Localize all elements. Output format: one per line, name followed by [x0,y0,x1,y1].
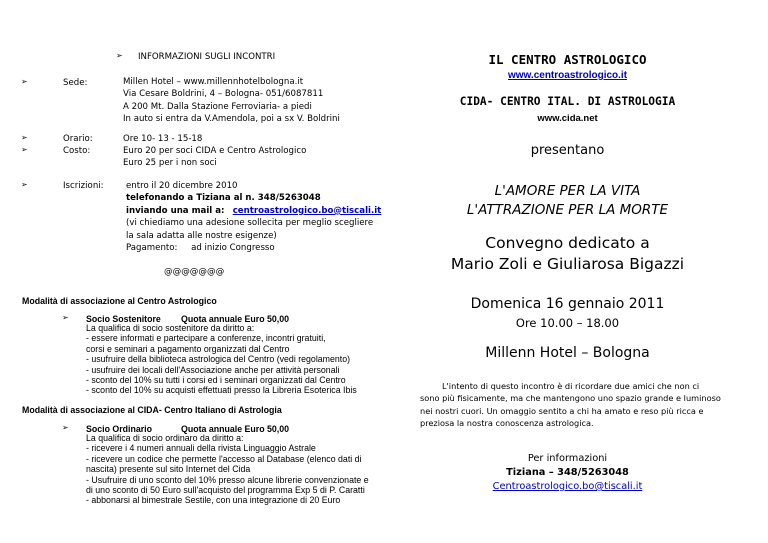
benefit-line: di uno sconto di 50 Euro sull'acquisto del programma Exp 5 di P. Caratti [86,485,365,496]
costo-line: Euro 25 per i non soci [123,158,217,169]
benefit-line: - Usufruire di uno sconto del 10% presso alcune librerie convenzionate e [86,474,369,485]
centro-heading: Modalità di associazione al Centro Astrologico [22,296,217,306]
iscrizioni-payment [126,242,381,254]
info-email-link[interactable]: Centroastrologico.bo@tiscali.it [492,481,643,492]
organizer-title-1: IL CENTRO ASTROLOGICO [488,52,647,67]
benefit-line: La qualifica di socio sostenitore da diritto a: [86,323,255,333]
bullet-arrow-icon: ➢ [21,77,28,86]
intro-line: preziosa la nostra conoscenza astrologica. [420,418,594,429]
intro-line: L'intento di questo incontro è di ricordare due amici che non ci [442,381,700,391]
orario-value: Ore 10- 13 - 15-18 [123,134,203,144]
iscrizioni-phone: telefonando a Tiziana al n. 348/5263048 [126,193,321,204]
centro-benefits [86,323,357,396]
mail-prefix: inviando una mail a: [126,205,225,216]
benefit-line: - usufruire della biblioteca astrologica del Centro (vedi regolamento) [86,354,351,365]
benefit-line: - sconto del 10% su acquisti effettuati presso la Libreria Esoterica Ibis [86,385,357,396]
benefit-line: La qualifica di socio ordinaro da diritto a: [86,433,244,443]
bullet-arrow-icon: ➢ [21,133,28,142]
costo-values [123,145,306,170]
separator: @@@@@@@ [164,267,225,277]
iscrizioni-mail-line [126,205,381,217]
event-venue: Millenn Hotel – Bologna [485,345,650,361]
benefit-line: - usufruire dei locali dell'Associazione anche per attività personali [86,364,340,375]
benefit-line: - essere informati e partecipare a conferenze, incontri gratuiti, [86,333,326,344]
benefit-line: - sconto del 10% su tutti i corsi ed i seminari organizzati dal Centro [86,375,346,386]
costo-label: Costo: [63,146,91,156]
benefit-line: - ricevere i 4 numeri annuali della rivista Linguaggio Astrale [86,443,316,454]
info-heading: INFORMAZIONI SUGLI INCONTRI [138,52,276,62]
iscrizioni-note: (vi chiediamo una adesione sollecita per meglio scegliere [126,218,374,229]
iscrizioni-deadline: entro il 20 dicembre 2010 [126,181,238,191]
sede-line: In auto si entra da V.Amendola, poi a sx V. Boldrini [123,114,340,125]
convegno-line-2: Mario Zoli e Giuliarosa Bigazzi [450,255,685,273]
cida-benefits [86,433,369,506]
cida-heading: Modalità di associazione al CIDA- Centro Italiano di Astrologia [22,405,282,415]
info-phone: Tiziana – 348/5263048 [506,467,629,478]
orario-label: Orario: [63,134,93,144]
cida-item-title: Socio Ordinario [86,424,152,434]
event-date: Domenica 16 gennaio 2011 [470,296,665,312]
costo-line: Euro 20 per soci CIDA e Centro Astrologico [123,146,307,156]
benefit-line: - abbonarsi al bimestrale Sestile, con una integrazione di 20 Euro [86,495,341,506]
organizer-title-2: CIDA- CENTRO ITAL. DI ASTROLOGIA [459,95,676,108]
sede-line: Millen Hotel – www.millennhotelbologna.it [123,77,304,87]
sede-line: A 200 Mt. Dalla Stazione Ferroviaria- a piedi [123,101,312,112]
bullet-arrow-icon: ➢ [21,180,28,189]
sede-address [123,76,340,126]
centro-item-fee: Quota annuale Euro 50,00 [181,314,290,324]
theme-line-2: L'ATTRAZIONE PER LA MORTE [466,202,669,218]
intro-line: nei nostri cuori. Un omaggio sentito a chi ha amato e reso più ricca e [420,405,704,416]
organizer-url-2[interactable]: www.cida.net [537,113,598,124]
benefit-line: - ricevere un codice che permette l'accesso al Database (elenco dati di [86,453,362,464]
presentano-text: presentano [530,143,605,158]
iscrizioni-details [126,180,381,254]
cida-item-fee: Quota annuale Euro 50,00 [181,424,290,434]
iscrizioni-label: Iscrizioni: [63,181,104,191]
payment-label: Pagamento: [126,243,178,254]
benefit-line: corsi e seminari a pagamento organizzati dal Centro [86,343,290,354]
iscrizioni-note: la sala adatta alle nostre esigenze) [126,230,277,241]
bullet-arrow-icon: ➢ [62,423,69,432]
centro-item-title: Socio Sostenitore [86,314,161,324]
organizer-url-1[interactable]: www.centroastrologico.it [507,70,628,81]
intro-paragraph [420,380,721,430]
bullet-arrow-icon: ➢ [21,145,28,154]
mail-link[interactable]: centroastrologico.bo@tiscali.it [232,205,382,216]
theme-line-1: L'AMORE PER LA VITA [494,183,641,199]
bullet-arrow-icon: ➢ [62,313,69,322]
sede-label: Sede: [63,78,88,88]
bullet-arrow-icon: ➢ [116,51,123,60]
intro-line: sono più fisicamente, ma che mantengono uno spazio grande e luminoso [420,393,721,404]
payment-value: ad inizio Congresso [191,243,275,254]
sede-line: Via Cesare Boldrini, 4 – Bologna- 051/6087811 [123,89,324,100]
benefit-line: nascita) presente sul sito Internet del Cida [86,464,251,475]
convegno-line-1: Convegno dedicato a [485,234,650,252]
info-label: Per informazioni [527,453,608,464]
event-time: Ore 10.00 – 18.00 [515,316,620,330]
